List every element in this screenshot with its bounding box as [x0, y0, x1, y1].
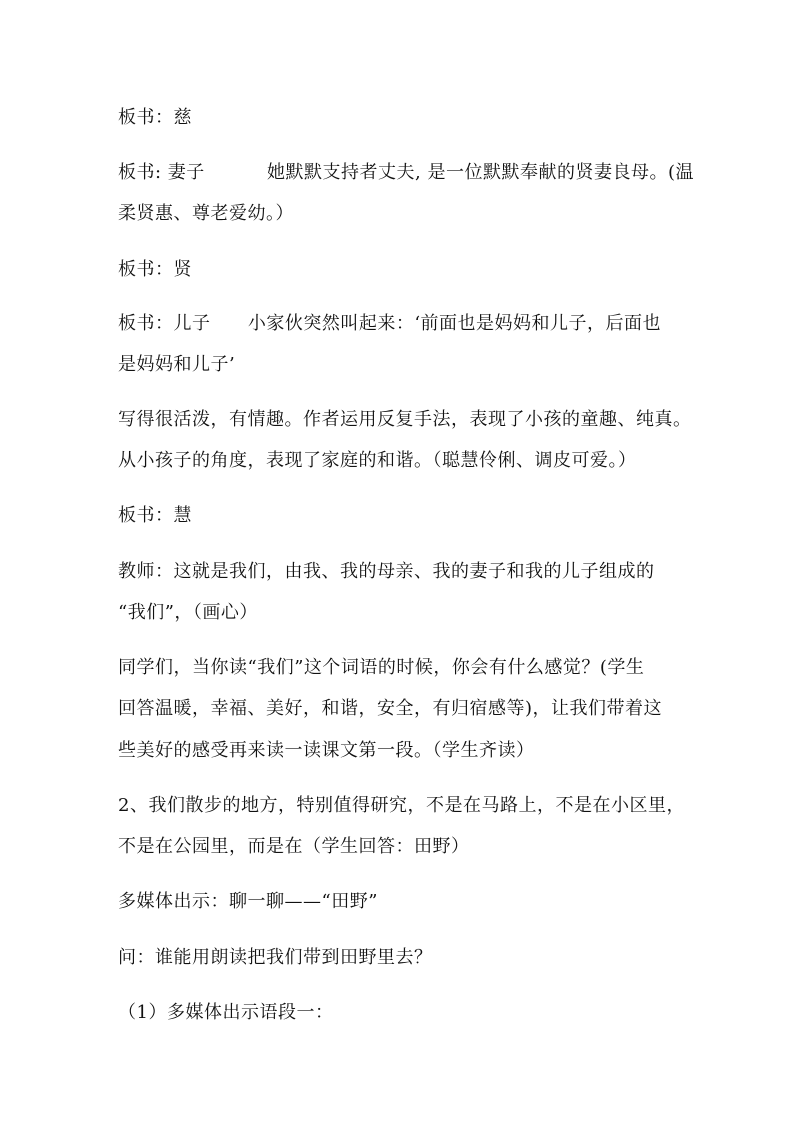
text-line: 板书：贤 [118, 259, 192, 280]
text-line: 柔贤惠、尊老爱幼。） [118, 203, 294, 224]
text-line: 回答温暖，幸福、美好，和谐，安全，有归宿感等)，让我们带着这 [118, 698, 663, 719]
text-line: 教师：这就是我们，由我、我的母亲、我的妻子和我的儿子组成的 [118, 561, 655, 582]
text-line: 不是在公园里，而是在（学生回答：田野） [118, 836, 470, 857]
text-line: 板书: 妻子 她默默支持者丈夫, 是一位默默奉献的贤妻良母。(温 [118, 162, 694, 183]
text-line: 写得很活泼，有情趣。作者运用反复手法，表现了小孩的童趣、纯真。 [118, 409, 692, 430]
text-line: 板书：慈 [118, 107, 192, 128]
text-line: 2、我们散步的地方，特别值得研究，不是在马路上，不是在小区里， [118, 795, 685, 816]
text-line: 同学们，当你读“我们”这个词语的时候，你会有什么感觉？(学生 [118, 657, 645, 678]
text-line: 多媒体出示：聊一聊——“田野” [118, 891, 378, 912]
text-line: （1）多媒体出示语段一： [118, 1002, 334, 1023]
text-line: 板书：慧 [118, 505, 192, 526]
text-line: 问：谁能用朗读把我们带到田野里去？ [118, 947, 433, 968]
text-line: 些美好的感受再来读一读课文第一段。（学生齐读） [118, 740, 535, 761]
text-line: “我们”，（画心） [118, 602, 258, 623]
text-line: 是妈妈和儿子’ [118, 354, 236, 375]
text-line: 板书：儿子 小家伙突然叫起来：‘前面也是妈妈和儿子，后面也 [118, 313, 662, 334]
text-line: 从小孩子的角度，表现了家庭的和谐。（聪慧伶俐、调皮可爱。） [118, 450, 637, 471]
